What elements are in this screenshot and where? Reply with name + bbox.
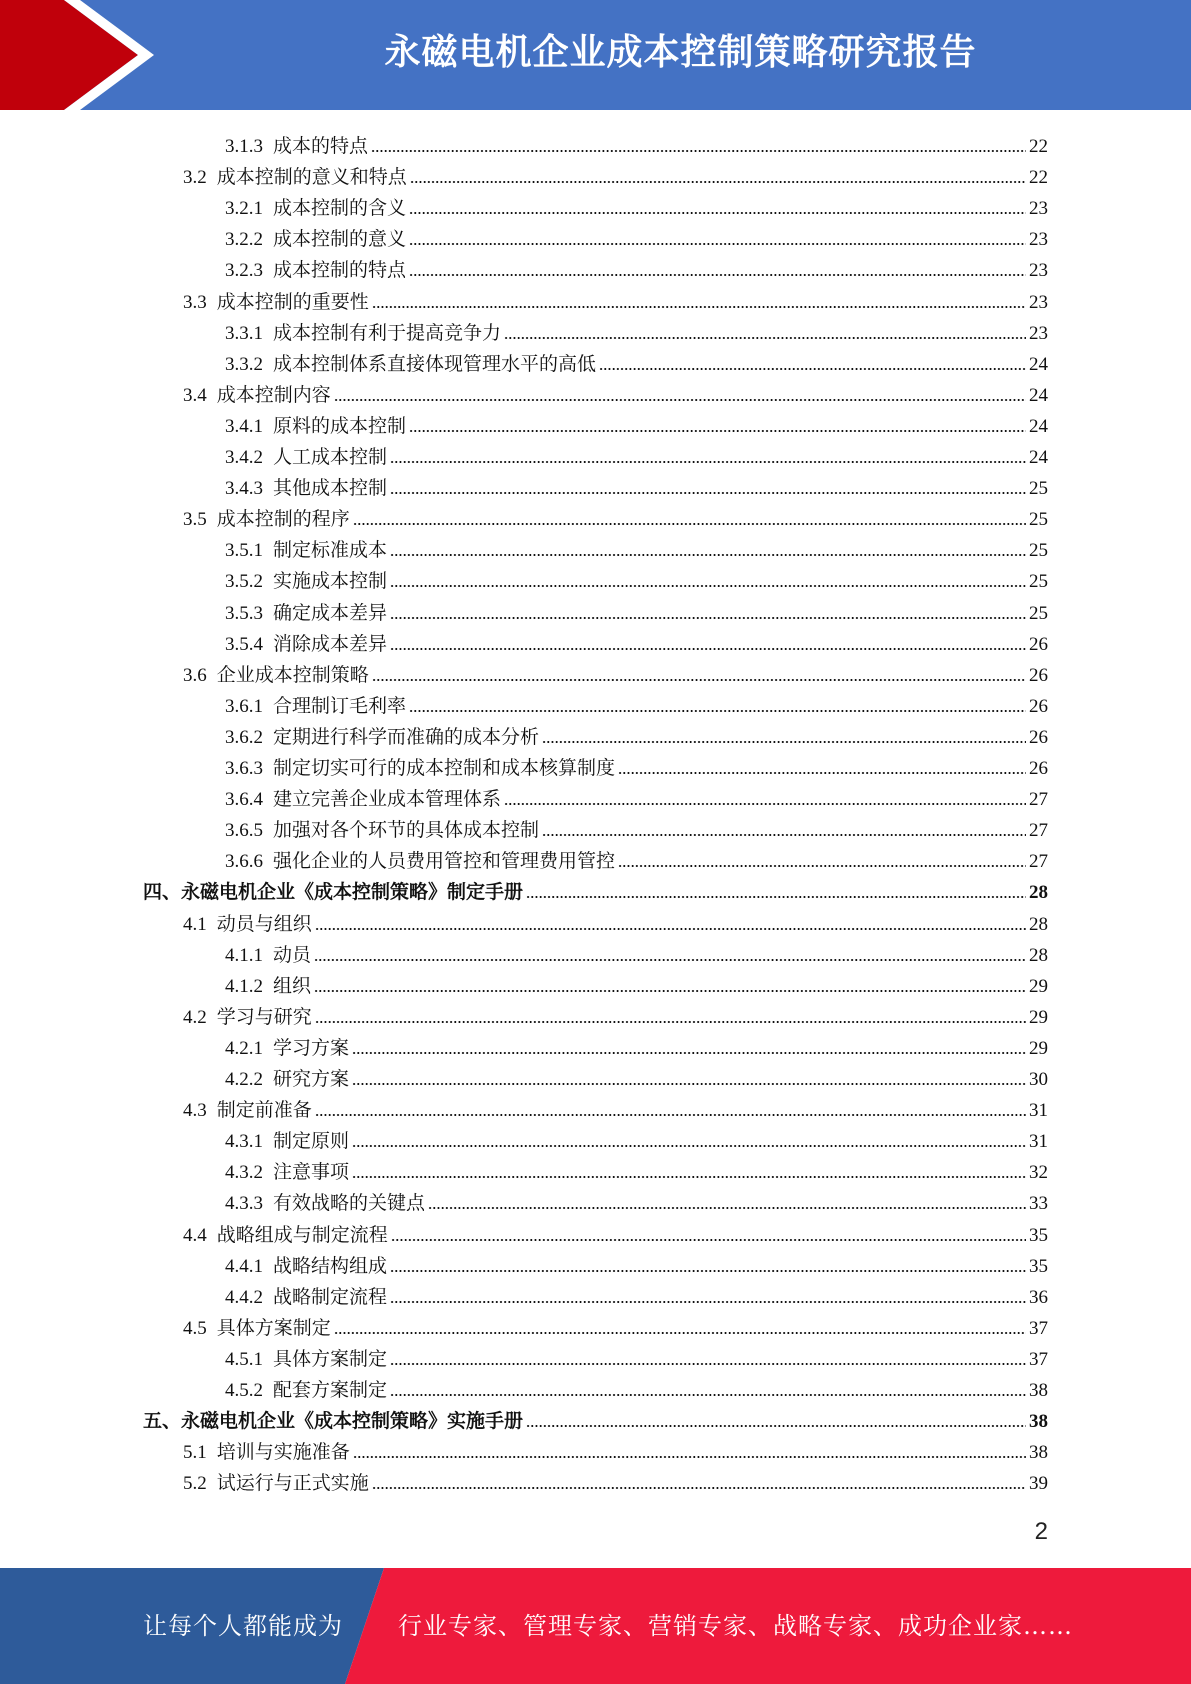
- toc-dot-leader: [314, 957, 1026, 963]
- toc-dot-leader: [352, 1143, 1026, 1149]
- toc-entry-number: 4.1.2: [225, 975, 263, 997]
- toc-entry-number: 3.6.3: [225, 758, 263, 779]
- toc-dot-leader: [371, 148, 1026, 154]
- toc-entry[interactable]: [225, 969, 1048, 1000]
- toc-entry[interactable]: [183, 1218, 1048, 1249]
- toc-dot-leader: [390, 1361, 1026, 1367]
- toc-entry-number: 4.3.1: [225, 1131, 263, 1153]
- toc-entry[interactable]: [225, 191, 1048, 222]
- toc-entry[interactable]: [225, 751, 1048, 782]
- toc-entry-number: 3.6.6: [225, 851, 263, 873]
- toc-dot-leader: [526, 1423, 1026, 1429]
- toc-entry[interactable]: [225, 347, 1048, 378]
- toc-entry-title: 制定前准备: [216, 1100, 312, 1122]
- toc-dot-leader: [504, 335, 1026, 341]
- toc-entry-page: 26: [1029, 664, 1048, 686]
- toc-entry-number: 3.2: [183, 167, 207, 189]
- toc-dot-leader: [315, 1112, 1026, 1118]
- toc-entry-title: 制定原则: [273, 1131, 350, 1153]
- document-title: 永磁电机企业成本控制策略研究报告: [384, 32, 977, 73]
- footer-slogan-right: 行业专家、管理专家、营销专家、战略专家、成功企业家……: [398, 1612, 1073, 1640]
- toc-dot-leader: [410, 179, 1026, 185]
- toc-entry-page: 28: [1029, 913, 1048, 935]
- page-footer: [0, 1568, 1191, 1684]
- toc-dot-leader: [409, 272, 1026, 278]
- toc-entry-page: 23: [1029, 198, 1048, 220]
- toc-entry[interactable]: [225, 564, 1048, 595]
- toc-entry[interactable]: [225, 627, 1048, 658]
- toc-dot-leader: [428, 1205, 1026, 1211]
- toc-entry-number: 4.4.2: [225, 1286, 263, 1308]
- toc-entry-page: 28: [1029, 944, 1048, 966]
- toc-entry-page: 29: [1029, 1006, 1048, 1028]
- toc-entry-page: 25: [1029, 540, 1048, 562]
- toc-entry[interactable]: [225, 844, 1048, 875]
- toc-entry[interactable]: [225, 222, 1048, 253]
- toc-entry-number: 3.4.3: [225, 478, 263, 500]
- toc-entry-number: 3.6.4: [225, 789, 263, 811]
- toc-entry-title: 成本控制的特点: [273, 260, 407, 282]
- toc-entry-title: 成本控制的含义: [273, 198, 407, 220]
- toc-dot-leader: [390, 552, 1026, 558]
- toc-entry-page: 23: [1029, 260, 1048, 282]
- toc-entry-page: 26: [1029, 726, 1048, 748]
- toc-entry-number: 5.1: [183, 1442, 207, 1464]
- toc-dot-leader: [315, 926, 1026, 932]
- toc-entry-page: 24: [1029, 415, 1048, 437]
- toc-dot-leader: [409, 210, 1026, 216]
- toc-dot-leader: [353, 521, 1026, 527]
- toc-dot-leader: [390, 459, 1026, 465]
- toc-dot-leader: [353, 1454, 1026, 1460]
- toc-entry[interactable]: [225, 689, 1048, 720]
- toc-entry-page: 35: [1029, 1224, 1048, 1246]
- toc-entry-page: 36: [1029, 1286, 1048, 1308]
- page-number: 2: [1034, 1518, 1048, 1545]
- toc-entry-page: 37: [1029, 1317, 1048, 1339]
- toc-entry[interactable]: [183, 160, 1048, 191]
- toc-entry-title: 确定成本差异: [273, 602, 388, 624]
- toc-entry[interactable]: [183, 907, 1048, 938]
- toc-dot-leader: [315, 1019, 1026, 1025]
- toc-entry-number: 4.4.1: [225, 1255, 263, 1277]
- toc-entry-number: 3.3.2: [225, 353, 263, 375]
- toc-entry[interactable]: [183, 502, 1048, 533]
- toc-entry-page: 25: [1029, 509, 1048, 531]
- toc-entry-title: 注意事项: [273, 1162, 350, 1184]
- toc-entry[interactable]: [143, 875, 1048, 906]
- toc-entry-number: 4.2.2: [225, 1069, 263, 1090]
- toc-entry-title: 合理制订毛利率: [273, 695, 407, 717]
- toc-entry[interactable]: [225, 1031, 1048, 1062]
- toc-dot-leader: [409, 708, 1026, 714]
- toc-entry-number: 3.3.1: [225, 322, 263, 344]
- toc-entry[interactable]: [225, 938, 1048, 969]
- toc-dot-leader: [390, 646, 1026, 652]
- toc-dot-leader: [504, 801, 1026, 807]
- toc-entry[interactable]: [225, 1155, 1048, 1186]
- toc-entry-title: 学习方案: [273, 1037, 350, 1059]
- toc-entry-page: 22: [1029, 136, 1048, 157]
- toc-entry-title: 加强对各个环节的具体成本控制: [273, 820, 540, 842]
- toc-entry[interactable]: [183, 1000, 1048, 1031]
- toc-entry-number: 3.5.2: [225, 571, 263, 593]
- toc-entry-number: 3.2.3: [225, 260, 263, 282]
- toc-dot-leader: [390, 490, 1026, 496]
- toc-entry-title: 人工成本控制: [273, 447, 388, 468]
- toc-entry-title: 成本控制的意义和特点: [216, 167, 407, 189]
- toc-entry-title: 成本的特点: [273, 136, 369, 157]
- toc-entry-title: 有效战略的关键点: [273, 1193, 426, 1215]
- toc-entry-page: 32: [1029, 1162, 1048, 1184]
- toc-entry-title: 制定切实可行的成本控制和成本核算制度: [273, 758, 616, 779]
- toc-entry-title: 原料的成本控制: [273, 415, 407, 437]
- toc-dot-leader: [409, 241, 1026, 247]
- toc-entry-page: 35: [1029, 1255, 1048, 1277]
- toc-entry[interactable]: [225, 1342, 1048, 1373]
- toc-entry-page: 23: [1029, 322, 1048, 344]
- toc-entry-number: 3.6: [183, 664, 207, 686]
- toc-entry-number: 3.5: [183, 509, 207, 531]
- toc-dot-leader: [372, 677, 1026, 683]
- toc-entry-page: 26: [1029, 758, 1048, 779]
- toc-entry-number: 3.2.1: [225, 198, 263, 220]
- toc-dot-leader: [618, 770, 1026, 776]
- toc-entry[interactable]: [225, 720, 1048, 751]
- toc-dot-leader: [334, 1330, 1026, 1336]
- toc-dot-leader: [599, 366, 1026, 372]
- toc-entry[interactable]: [225, 596, 1048, 627]
- toc-entry[interactable]: [225, 409, 1048, 440]
- toc-entry-page: 31: [1029, 1131, 1048, 1153]
- toc-entry-title: 战略组成与制定流程: [216, 1224, 388, 1246]
- toc-entry-page: 22: [1029, 167, 1048, 189]
- toc-entry-title: 配套方案制定: [273, 1380, 388, 1401]
- toc-entry-page: 23: [1029, 229, 1048, 251]
- toc-dot-leader: [390, 1299, 1026, 1305]
- toc-dot-leader: [542, 739, 1026, 745]
- header-chevron-decoration: [0, 0, 170, 110]
- toc-entry-page: 24: [1029, 447, 1048, 468]
- toc-entry-number: 3.5.3: [225, 602, 263, 624]
- toc-entry-page: 38: [1029, 1380, 1048, 1401]
- toc-entry-number: 4.1: [183, 913, 207, 935]
- toc-entry-number: 4.3: [183, 1100, 207, 1122]
- toc-entry-number: 3.6.2: [225, 726, 263, 748]
- toc-entry-number: 4.5.2: [225, 1380, 263, 1401]
- toc-entry[interactable]: [183, 1435, 1048, 1466]
- toc-entry-page: 29: [1029, 975, 1048, 997]
- toc-entry-title: 企业成本控制策略: [216, 664, 369, 686]
- toc-entry[interactable]: [183, 1093, 1048, 1124]
- toc-entry-page: 26: [1029, 633, 1048, 655]
- toc-entry-number: 5.2: [183, 1473, 207, 1495]
- toc-entry-title: 强化企业的人员费用管控和管理费用管控: [273, 851, 616, 873]
- toc-entry-number: 4.2.1: [225, 1037, 263, 1059]
- toc-entry-title: 其他成本控制: [273, 478, 388, 500]
- toc-entry[interactable]: [225, 1249, 1048, 1280]
- toc-entry-page: 30: [1029, 1069, 1048, 1090]
- toc-entry[interactable]: [225, 316, 1048, 347]
- toc-entry-page: 27: [1029, 820, 1048, 842]
- toc-dot-leader: [391, 1237, 1026, 1243]
- toc-dot-leader: [526, 894, 1026, 900]
- toc-entry-number: 4.3.3: [225, 1193, 263, 1215]
- toc-entry-number: 3.4.1: [225, 415, 263, 437]
- toc-entry-number: 3.5.4: [225, 633, 263, 655]
- toc-entry-page: 25: [1029, 602, 1048, 624]
- toc-entry-title: 成本控制体系直接体现管理水平的高低: [273, 353, 597, 375]
- toc-entry[interactable]: [183, 1311, 1048, 1342]
- toc-entry-title: 成本控制的意义: [273, 229, 407, 251]
- toc-entry-title: 制定标准成本: [273, 540, 388, 562]
- toc-entry[interactable]: [225, 1186, 1048, 1217]
- toc-entry-page: 38: [1029, 1411, 1048, 1433]
- toc-entry-title: 战略结构组成: [273, 1255, 388, 1277]
- toc-dot-leader: [542, 832, 1026, 838]
- toc-entry-page: 25: [1029, 478, 1048, 500]
- toc-entry-number: 3.6.1: [225, 695, 263, 717]
- toc-entry[interactable]: [183, 285, 1048, 316]
- toc-entry-title: 学习与研究: [216, 1006, 312, 1028]
- toc-entry-page: 26: [1029, 695, 1048, 717]
- toc-entry-page: 23: [1029, 291, 1048, 313]
- toc-entry[interactable]: [225, 440, 1048, 471]
- toc-entry-title: 培训与实施准备: [216, 1442, 350, 1464]
- toc-dot-leader: [390, 1268, 1026, 1274]
- toc-dot-leader: [618, 863, 1026, 869]
- footer-slogan-left: 让每个人都能成为: [143, 1612, 343, 1640]
- toc-entry[interactable]: [225, 1373, 1048, 1404]
- toc-dot-leader: [372, 304, 1026, 310]
- toc-entry-title: 试运行与正式实施: [216, 1473, 369, 1495]
- toc-entry-title: 具体方案制定: [273, 1348, 388, 1370]
- toc-entry-page: 28: [1029, 882, 1048, 904]
- toc-entry-page: 27: [1029, 851, 1048, 873]
- toc-entry[interactable]: [183, 1466, 1048, 1497]
- toc-entry-title: 定期进行科学而准确的成本分析: [273, 726, 540, 748]
- toc-entry-number: 4.5.1: [225, 1348, 263, 1370]
- toc-entry[interactable]: [225, 782, 1048, 813]
- toc-entry-number: 4.4: [183, 1224, 207, 1246]
- toc-entry[interactable]: [225, 253, 1048, 284]
- toc-entry[interactable]: [225, 533, 1048, 564]
- toc-entry-title: 五、永磁电机企业《成本控制策略》实施手册: [143, 1411, 524, 1433]
- toc-entry-title: 组织: [273, 975, 312, 997]
- toc-entry-title: 具体方案制定: [216, 1317, 331, 1339]
- page-header: [0, 0, 1191, 110]
- toc-entry-title: 成本控制的重要性: [216, 291, 369, 313]
- toc-dot-leader: [372, 1485, 1026, 1491]
- toc-entry-title: 四、永磁电机企业《成本控制策略》制定手册: [143, 882, 524, 904]
- toc-entry-title: 成本控制有利于提高竞争力: [273, 322, 502, 344]
- toc-dot-leader: [352, 1174, 1026, 1180]
- toc-entry-title: 建立完善企业成本管理体系: [273, 789, 502, 811]
- toc-entry-title: 战略制定流程: [273, 1286, 388, 1308]
- toc-entry-title: 动员与组织: [216, 913, 312, 935]
- toc-dot-leader: [314, 988, 1026, 994]
- toc-dot-leader: [334, 397, 1026, 403]
- toc-entry-number: 4.3.2: [225, 1162, 263, 1184]
- toc-entry-page: 24: [1029, 353, 1048, 375]
- toc-dot-leader: [390, 615, 1026, 621]
- toc-entry-page: 29: [1029, 1037, 1048, 1059]
- toc-entry-number: 3.6.5: [225, 820, 263, 842]
- toc-entry-number: 3.5.1: [225, 540, 263, 562]
- toc-dot-leader: [409, 428, 1026, 434]
- toc-entry-number: 3.2.2: [225, 229, 263, 251]
- toc-entry[interactable]: [225, 1062, 1048, 1093]
- toc-entry-title: 动员: [273, 944, 312, 966]
- toc-entry-title: 成本控制内容: [216, 384, 331, 406]
- toc-entry-title: 消除成本差异: [273, 633, 388, 655]
- toc-entry[interactable]: [225, 813, 1048, 844]
- toc-entry-page: 25: [1029, 571, 1048, 593]
- toc-entry-page: 24: [1029, 384, 1048, 406]
- toc-dot-leader: [352, 1081, 1026, 1087]
- toc-entry-number: 4.2: [183, 1006, 207, 1028]
- toc-dot-leader: [390, 1392, 1026, 1398]
- toc-entry[interactable]: [225, 1280, 1048, 1311]
- toc-entry-page: 27: [1029, 789, 1048, 811]
- toc-entry[interactable]: [225, 129, 1048, 160]
- toc-entry[interactable]: [183, 658, 1048, 689]
- toc-entry[interactable]: [225, 471, 1048, 502]
- toc-entry-page: 33: [1029, 1193, 1048, 1215]
- toc-entry-number: 3.3: [183, 291, 207, 313]
- toc-entry[interactable]: [183, 378, 1048, 409]
- toc-dot-leader: [352, 1050, 1026, 1056]
- toc-entry-number: 4.1.1: [225, 944, 263, 966]
- toc-entry-page: 39: [1029, 1473, 1048, 1495]
- toc-entry-title: 成本控制的程序: [216, 509, 350, 531]
- toc-dot-leader: [390, 583, 1026, 589]
- toc-entry-page: 38: [1029, 1442, 1048, 1464]
- toc-entry[interactable]: [225, 1124, 1048, 1155]
- toc-entry-page: 31: [1029, 1100, 1048, 1122]
- toc-entry-number: 3.4.2: [225, 447, 263, 468]
- toc-entry-number: 3.4: [183, 384, 207, 406]
- toc-entry-number: 4.5: [183, 1317, 207, 1339]
- toc-entry[interactable]: [143, 1404, 1048, 1435]
- toc-entry-title: 实施成本控制: [273, 571, 388, 593]
- toc-entry-number: 3.1.3: [225, 136, 263, 157]
- toc-entry-title: 研究方案: [273, 1069, 350, 1090]
- toc-entry-page: 37: [1029, 1348, 1048, 1370]
